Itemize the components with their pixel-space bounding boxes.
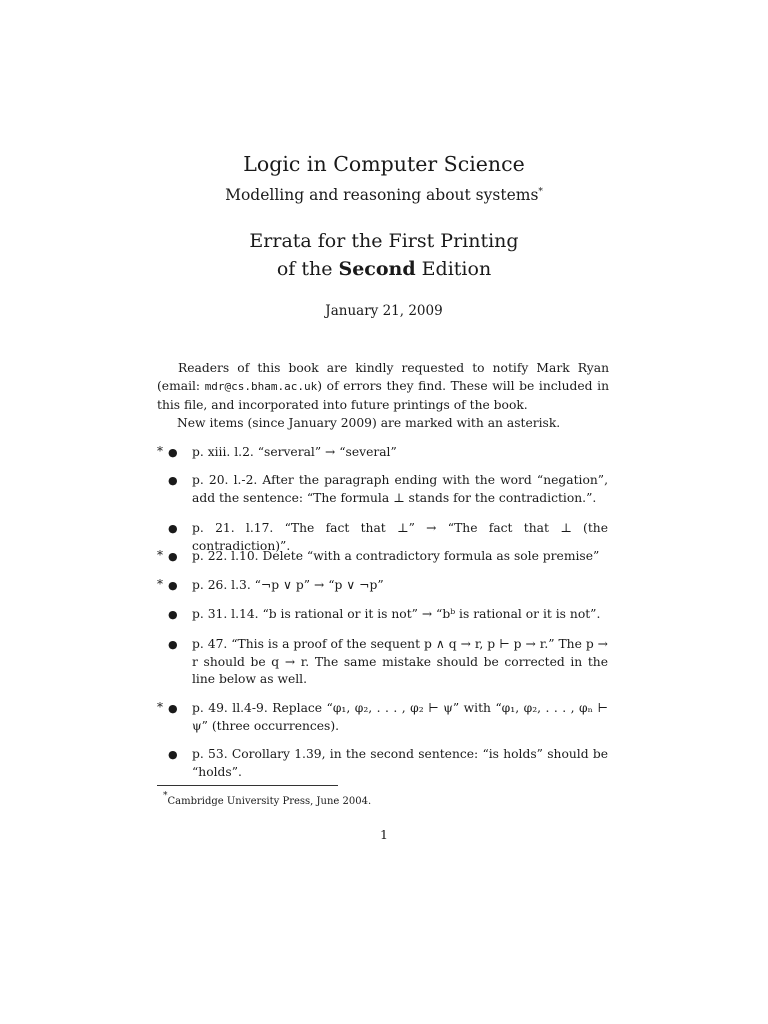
- bullet-icon: ●: [168, 638, 178, 651]
- intro-paragraph-1: [157, 359, 609, 414]
- subtitle-text: Modelling and reasoning about systems: [225, 186, 539, 204]
- intro-section: [157, 359, 609, 432]
- errata-item: [168, 444, 608, 462]
- email-address: mdr@cs.bham.ac.uk: [204, 380, 318, 393]
- new-item-asterisk: *: [157, 700, 163, 714]
- errata-item: [168, 577, 608, 595]
- bullet-icon: ●: [168, 550, 178, 563]
- errata-item: [168, 746, 608, 781]
- errata-item: [168, 636, 608, 689]
- bullet-icon: ●: [168, 748, 178, 761]
- errata-heading-pre: of the: [276, 258, 339, 280]
- errata-item-text: p. xiii. l.2. “serveral” → “several”: [192, 445, 397, 459]
- document-date: January 21, 2009: [325, 303, 443, 319]
- intro-text-a: Readers of this book are kindly requested to notify Mark Ryan (email:: [157, 361, 609, 393]
- bullet-icon: ●: [168, 522, 178, 535]
- bullet-icon: ●: [168, 579, 178, 592]
- errata-item: [168, 472, 608, 507]
- document-title: Logic in Computer Science: [243, 152, 525, 176]
- bullet-icon: ●: [168, 608, 178, 621]
- errata-item-text: p. 31. l.14. “b is rational or it is not” → “bᵇ is rational or it is not”.: [192, 607, 601, 621]
- bullet-icon: ●: [168, 446, 178, 459]
- errata-item-text: p. 26. l.3. “¬p ∨ p” → “p ∨ ¬p”: [192, 578, 384, 592]
- bullet-icon: ●: [168, 702, 178, 715]
- errata-item-text: p. 21. l.17. “The fact that ⊥” → “The fact that ⊥ (the contradiction)”.: [192, 521, 608, 553]
- page-number: 1: [380, 827, 388, 842]
- document-subtitle: [0, 186, 768, 204]
- errata-item: [168, 700, 608, 735]
- footnote-reference: *: [538, 187, 543, 197]
- new-item-asterisk: *: [157, 548, 163, 562]
- errata-heading-line1: Errata for the First Printing: [249, 230, 519, 252]
- new-item-asterisk: *: [157, 444, 163, 458]
- new-item-asterisk: *: [157, 577, 163, 591]
- errata-item: [168, 606, 608, 624]
- bullet-icon: ●: [168, 474, 178, 487]
- intro-text-b: ) of errors they find. These will be included in this file, and incorporated into future printings of the book.: [157, 379, 609, 412]
- errata-item-text: p. 49. ll.4-9. Replace “φ₁, φ₂, . . . , φ₂ ⊢ ψ” with “φ₁, φ₂, . . . , φₙ ⊢ ψ” (three occurrences).: [192, 701, 608, 733]
- errata-heading-bold: Second: [338, 258, 416, 280]
- errata-item: [168, 548, 608, 566]
- errata-heading-post: Edition: [415, 258, 492, 280]
- footnote-rule: [157, 785, 338, 786]
- footnote-text: Cambridge University Press, June 2004.: [167, 796, 372, 807]
- footnote-mark: *: [163, 791, 168, 801]
- errata-item-text: p. 47. “This is a proof of the sequent p ∧ q → r, p ⊢ p → r.” The p → r should be q → r. The same mistake should be corrected in the line below as well.: [192, 637, 608, 686]
- footnote: [163, 791, 371, 807]
- errata-item-text: p. 53. Corollary 1.39, in the second sentence: “is holds” should be “holds”.: [192, 747, 608, 779]
- errata-item-text: p. 22. l.10. Delete “with a contradictory formula as sole premise”: [192, 549, 600, 563]
- intro-paragraph-2: New items (since January 2009) are marked with an asterisk.: [177, 416, 561, 430]
- errata-heading-line2: [0, 258, 768, 280]
- errata-item-text: p. 20. l.-2. After the paragraph ending with the word “negation”, add the sentence: “The formula ⊥ stands for the contradiction.”.: [192, 473, 608, 505]
